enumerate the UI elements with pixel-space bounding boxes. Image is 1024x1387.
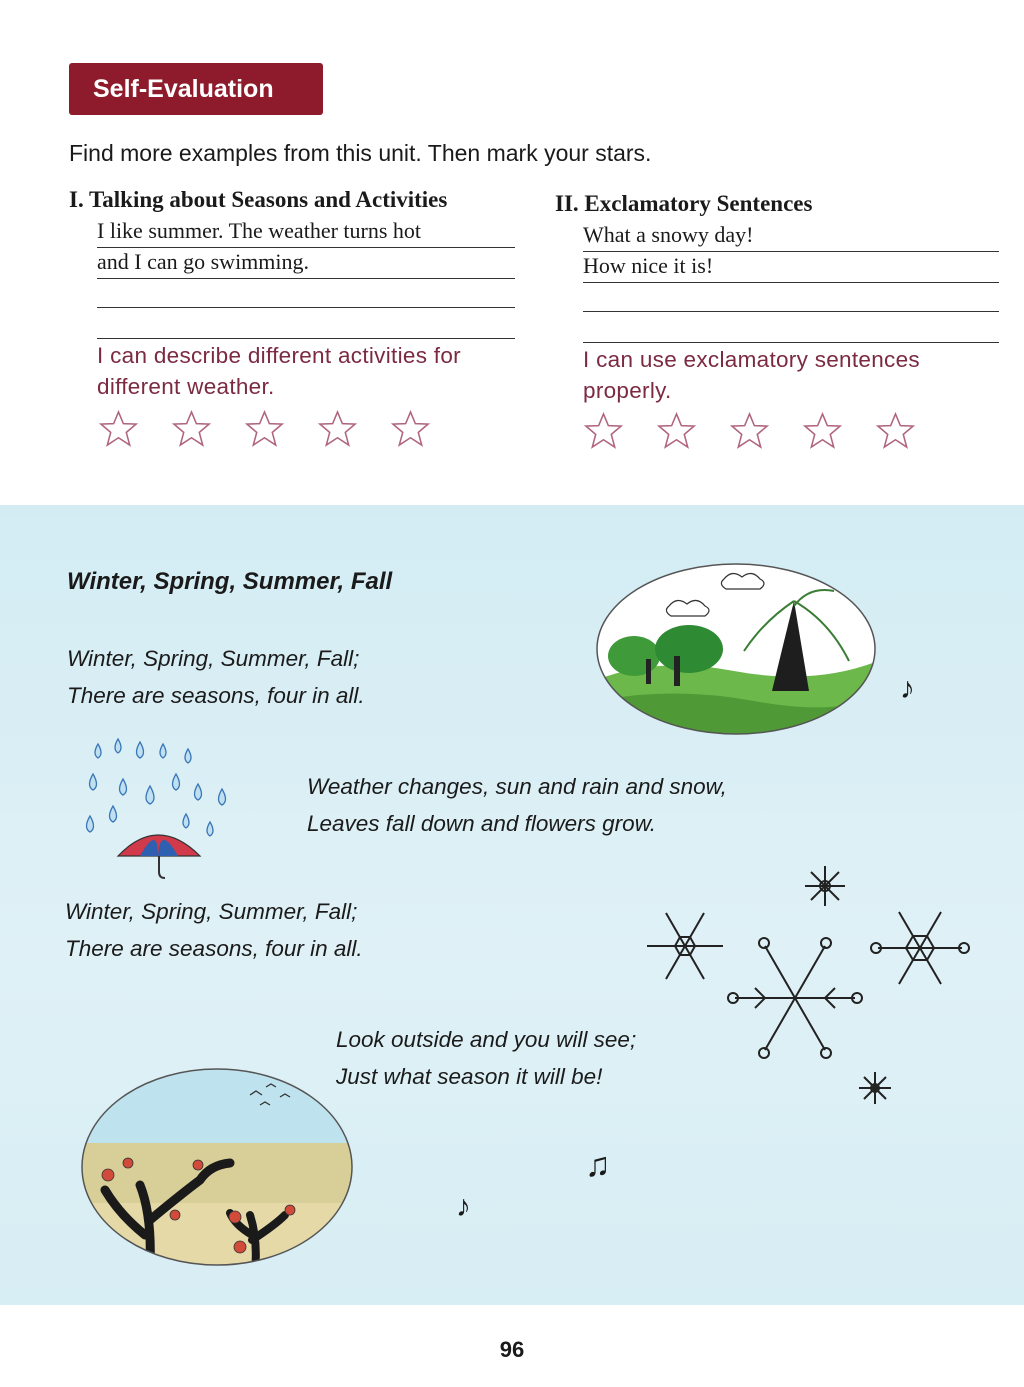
star-icon[interactable] [99, 410, 138, 447]
answer-line-2-3[interactable] [583, 280, 999, 312]
answer-line-2-4[interactable] [583, 311, 999, 343]
can-do-1-line-1: I can describe different activities for [97, 343, 461, 368]
instruction-text: Find more examples from this unit. Then mark your stars. [69, 140, 652, 166]
star-rating-2 [584, 412, 915, 449]
answer-line-2-1[interactable]: What a snowy day! [583, 220, 999, 252]
answer-line-1-3[interactable] [97, 276, 515, 308]
poem-line: There are seasons, four in all. [67, 683, 365, 708]
poem-stanza-3 [65, 893, 363, 967]
can-do-2-line-1: I can use exclamatory sentences [583, 347, 920, 372]
star-icon[interactable] [318, 410, 357, 447]
poem-title: Winter, Spring, Summer, Fall [67, 568, 393, 595]
page-number: 96 [499, 1337, 525, 1362]
can-do-2-line-2: properly. [583, 378, 672, 403]
star-icon[interactable] [391, 410, 430, 447]
star-icon[interactable] [803, 412, 842, 449]
poem-stanza-1 [67, 640, 365, 714]
poem-line: There are seasons, four in all. [65, 936, 363, 961]
poem-line: Weather changes, sun and rain and snow, [307, 774, 727, 799]
answer-line-1-1[interactable]: I like summer. The weather turns hot [97, 216, 515, 248]
star-rating-1 [99, 410, 430, 447]
music-note-icon: ♫ [585, 1146, 611, 1184]
poem-stanza-4 [336, 1021, 636, 1095]
star-icon[interactable] [657, 412, 696, 449]
snowflakes-illustration [640, 858, 980, 1118]
poem-line: Leaves fall down and flowers grow. [307, 811, 656, 836]
poem-line: Just what season it will be! [336, 1064, 603, 1089]
music-note-icon: ♪ [900, 672, 915, 705]
can-do-1-line-2: different weather. [97, 374, 275, 399]
star-icon[interactable] [245, 410, 284, 447]
poem-line: Winter, Spring, Summer, Fall; [65, 899, 358, 924]
star-icon[interactable] [172, 410, 211, 447]
poem-stanza-2 [307, 768, 727, 842]
section-badge: Self-Evaluation [69, 63, 323, 115]
section-2-heading: II. Exclamatory Sentences [555, 191, 813, 216]
answer-line-1-2[interactable]: and I can go swimming. [97, 247, 515, 279]
poem-line: Winter, Spring, Summer, Fall; [67, 646, 360, 671]
answer-line-1-4[interactable] [97, 307, 515, 339]
can-do-statement-2 [583, 344, 920, 406]
star-icon[interactable] [584, 412, 623, 449]
section-1-heading: I. Talking about Seasons and Activities [69, 187, 448, 212]
music-note-icon: ♪ [456, 1190, 471, 1223]
star-icon[interactable] [730, 412, 769, 449]
star-icon[interactable] [876, 412, 915, 449]
spring-landscape-illustration [594, 561, 878, 737]
can-do-statement-1 [97, 340, 461, 402]
poem-line: Look outside and you will see; [336, 1027, 637, 1052]
answer-line-2-2[interactable]: How nice it is! [583, 251, 999, 283]
rain-umbrella-illustration [78, 734, 238, 884]
autumn-landscape-illustration [80, 1065, 358, 1270]
